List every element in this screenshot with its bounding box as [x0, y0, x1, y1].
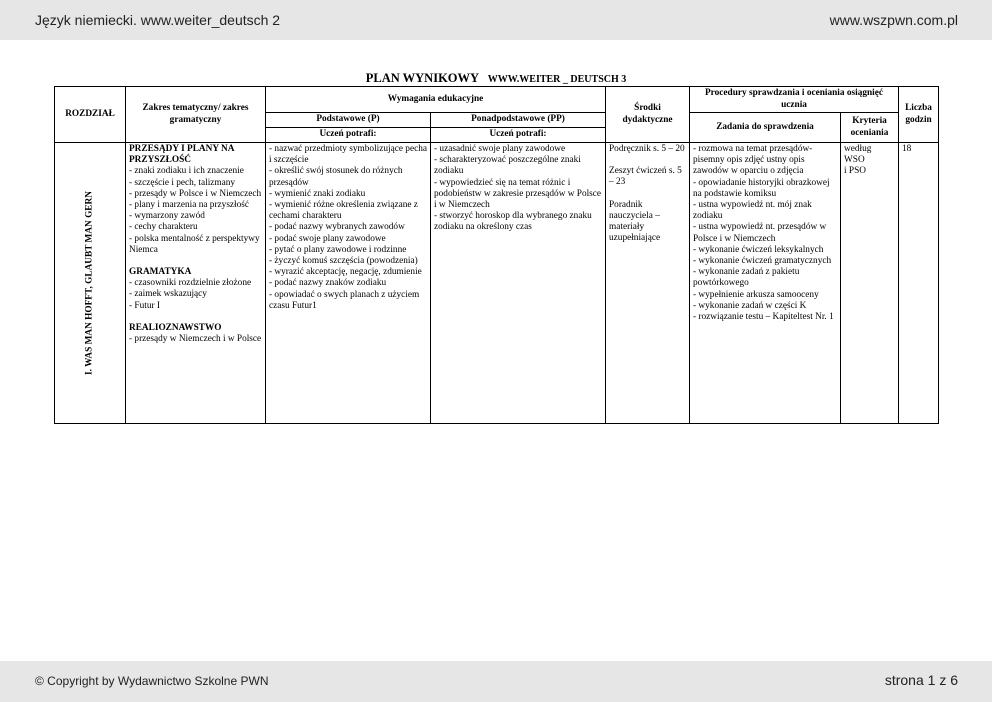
podstawowe-item: - życzyć komuś szczęścia (powodzenia): [269, 256, 418, 267]
header-website: www.wszpwn.com.pl: [829, 12, 958, 28]
header-zadania: Zadania do sprawdzenia: [690, 113, 841, 143]
ponadpodstawowe-item: - wypowiedzieć się na temat różnic i podobieństw w zakresie przesądów w Polsce i w Niemczech: [434, 177, 602, 211]
rozdzial-cell: [55, 143, 126, 424]
podstawowe-item: - wyrazić akceptację, negację, zdumienie: [269, 267, 422, 278]
zadania-item: - ustna wypowiedź nt. mój znak zodiaku: [693, 200, 812, 222]
zadania-item: - wypełnienie arkusza samooceny: [693, 289, 819, 300]
document-title-main: PLAN WYNIKOWY: [365, 71, 479, 85]
liczba-godzin-value: 18: [902, 144, 912, 154]
zakres-item: - Futur I: [129, 300, 160, 311]
zadania-item: - rozwiązanie testu – Kapiteltest Nr. 1: [693, 312, 834, 323]
podstawowe-item: - wymienić różne określenia związane z cechami charakteru: [269, 200, 418, 222]
srodki-cell: [606, 143, 690, 424]
kryteria-item: i PSO: [844, 166, 866, 177]
zadania-item: - wykonanie zadań z pakietu powtórkowego: [693, 267, 800, 289]
podstawowe-cell: [266, 143, 431, 424]
header-uczen-p: Uczeń potrafi:: [266, 128, 431, 143]
zadania-item: - wykonanie zadań w części K: [693, 300, 807, 311]
zakres-title-realioznawstwo: REALIOZNAWSTWO: [129, 322, 222, 333]
header-rozdzial: ROZDZIAŁ: [55, 87, 126, 143]
zakres-item: - szczęście i pech, talizmany: [129, 177, 236, 188]
zadania-item: - rozmowa na temat przesądów- pisemny opis zdjęć ustny opis zawodów w oparciu o zdjęcia: [693, 144, 813, 177]
zakres-title-przesady: PRZESĄDY I PLANY NA PRZYSZŁOŚĆ: [129, 144, 234, 166]
document-title-sub: WWW.WEITER _ DEUTSCH 3: [487, 74, 627, 85]
zakres-title-gramatyka: GRAMATYKA: [129, 267, 192, 278]
zakres-item: - zaimek wskazujący: [129, 289, 207, 300]
document-title: [0, 71, 992, 86]
srodki-item: Zeszyt ćwiczeń s. 5 – 23: [609, 166, 682, 188]
header-procedury: Procedury sprawdzania i oceniania osiągnięć ucznia: [690, 87, 899, 113]
ponadpodstawowe-cell: [431, 143, 606, 424]
footer-copyright: © Copyright by Wydawnictwo Szkolne PWN: [35, 674, 269, 688]
rozdzial-title: I. WAS MAN HOFFT, GLAUBT MAN GERN: [84, 191, 95, 375]
zakres-item: - plany i marzenia na przyszłość: [129, 200, 250, 211]
zadania-item: - ustna wypowiedź nt. przesądów w Polsce i w Niemczech: [693, 222, 827, 244]
zadania-cell: [690, 143, 841, 424]
zakres-item: - czasowniki rozdzielnie złożone: [129, 278, 252, 289]
zakres-item: - wymarzony zawód: [129, 211, 205, 222]
podstawowe-item: - określić swój stosunek do różnych przesądów: [269, 166, 403, 188]
podstawowe-item: - nazwać przedmioty symbolizujące pecha i szczęście: [269, 144, 427, 166]
ponadpodstawowe-item: - uzasadnić swoje plany zawodowe: [434, 144, 566, 154]
podstawowe-item: - pytać o plany zawodowe i rodzinne: [269, 244, 407, 255]
kryteria-cell: [841, 143, 899, 424]
srodki-item: Poradnik nauczyciela – materiały uzupełniające: [609, 199, 661, 244]
zakres-item: - polska mentalność z perspektywy Niemca: [129, 233, 260, 255]
podstawowe-item: - opowiadać o swych planach z użyciem czasu Futur1: [269, 289, 420, 311]
liczba-cell: [899, 143, 939, 424]
ponadpodstawowe-item: - scharakteryzować poszczególne znaki zodiaku: [434, 155, 581, 177]
srodki-item: Podręcznik s. 5 – 20: [609, 144, 685, 154]
header-subject: Język niemiecki. www.weiter_deutsch 2: [35, 12, 281, 28]
header-liczba: Liczba godzin: [899, 87, 939, 143]
zakres-item: - przesądy w Niemczech i w Polsce: [129, 334, 262, 345]
zakres-item: - cechy charakteru: [129, 222, 198, 233]
zadania-item: - opowiadanie historyjki obrazkowej na podstawie komiksu: [693, 177, 830, 199]
header-kryteria: Kryteria oceniania: [841, 113, 899, 143]
plan-table: [54, 86, 939, 424]
podstawowe-item: - podać nazwy wybranych zawodów: [269, 222, 405, 233]
zakres-item: - znaki zodiaku i ich znaczenie: [129, 166, 244, 177]
zakres-item: - przesądy w Polsce i w Niemczech: [129, 188, 262, 199]
header-srodki: Środki dydaktyczne: [606, 87, 690, 143]
page-footer: [0, 661, 992, 702]
kryteria-item: WSO: [844, 155, 865, 166]
header-ponadpodstawowe: Ponadpodstawowe (PP): [431, 113, 606, 128]
header-podstawowe: Podstawowe (P): [266, 113, 431, 128]
podstawowe-item: - podać nazwy znaków zodiaku: [269, 278, 387, 289]
podstawowe-item: - podać swoje plany zawodowe: [269, 233, 386, 244]
zadania-item: - wykonanie ćwiczeń gramatycznych: [693, 256, 832, 267]
ponadpodstawowe-item: - stworzyć horoskop dla wybranego znaku zodiaku na określony czas: [434, 211, 592, 233]
header-wymagania: Wymagania edukacyjne: [266, 87, 606, 113]
zakres-cell: [126, 143, 266, 424]
podstawowe-item: - wymienić znaki zodiaku: [269, 188, 366, 199]
header-zakres: Zakres tematyczny/ zakres gramatyczny: [126, 87, 266, 143]
header-uczen-pp: Uczeń potrafi:: [431, 128, 606, 143]
footer-page-number: strona 1 z 6: [884, 672, 958, 688]
page-header: [0, 0, 992, 40]
kryteria-item: według: [844, 144, 872, 154]
zadania-item: - wykonanie ćwiczeń leksykalnych: [693, 244, 824, 255]
